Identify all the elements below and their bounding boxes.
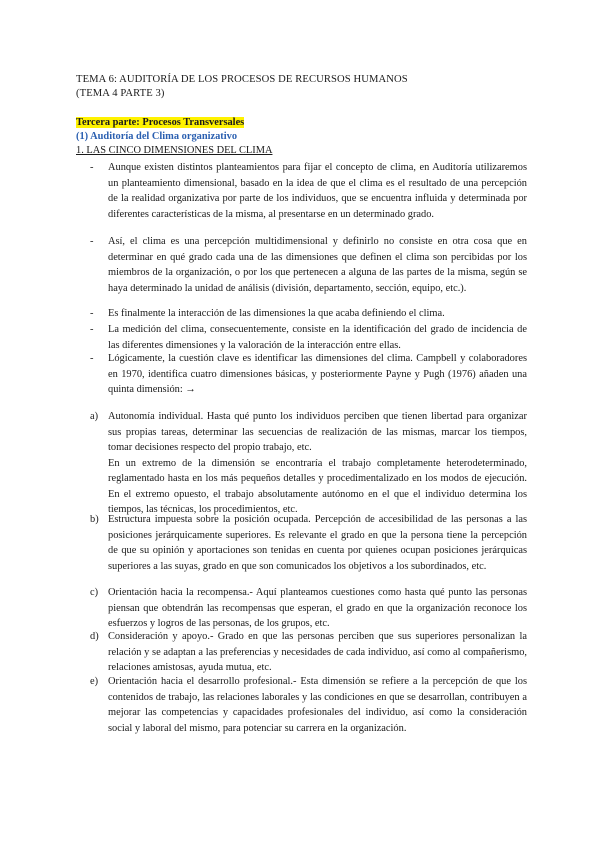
- bullet-marker: -: [90, 236, 94, 247]
- dimension-extra-text: En un extremo de la dimensión se encontraría el trabajo completamente heterodeterminado, reglamentado hasta en los más pequeños detalles y procedimentalizado en los modos de ejecución. En el extremo opuesto, el trabajo absolutamente autónomo en el que el individuo determina los tiempos, las técnicas, los procedimientos, etc.: [108, 457, 527, 515]
- dimension-marker: c): [90, 587, 99, 598]
- bullet-marker: -: [90, 324, 94, 335]
- dimension-item: Orientación hacia el desarrollo profesional.- Esta dimensión se refiere a la percepción de que los contenidos de trabajo, las relaciones laborales y las condiciones en que se desarrollan, contribuyen a mejorar las competencias y capacidades profesionales del individuo, así como la consideración social y laboral del mismo, para potenciar su carrera en la organización.: [108, 676, 527, 734]
- bullet-item: La medición del clima, consecuentemente, consiste en la identificación del grado de incidencia de las diferentes dimensiones y la valoración de la interacción entre ellas.: [108, 324, 527, 351]
- dimension-item: Orientación hacia la recompensa.- Aquí planteamos cuestiones como hasta qué punto las personas piensan que obtendrán las recompensas que esperan, el grado en que la organización reconoce los esfuerzos y logros de las personas, de los grupos, etc.: [108, 587, 527, 629]
- dimension-marker: a): [90, 411, 99, 422]
- part-label-text: Tercera parte: Procesos Transversales: [76, 117, 245, 128]
- dimension-item: [108, 409, 527, 518]
- bullet-item: Es finalmente la interacción de las dimensiones la que acaba definiendo el clima.: [108, 308, 445, 319]
- bullet-item: Aunque existen distintos planteamientos para fijar el concepto de clima, en Auditoría utilizaremos un planteamiento dimensional, basado en la idea de que el clima es el resultado de una percepción de la realidad organizativa por parte de los individuos, que se encuentra influida y determinada por diferentes características de la misma, al presentarse en un determinado grado.: [108, 162, 527, 220]
- bullet-marker: -: [90, 353, 94, 364]
- dimension-marker: e): [90, 676, 99, 687]
- part-label: [76, 116, 244, 130]
- document-subtitle: (TEMA 4 PARTE 3): [76, 88, 165, 99]
- bullet-marker: -: [90, 162, 94, 173]
- dimension-marker: b): [90, 514, 99, 525]
- bullet-item: Lógicamente, la cuestión clave es identificar las dimensiones del clima. Campbell y colaboradores en 1970, identifica cuatro dimensiones básicas, y posteriormente Payne y Pugh (1976) añaden una quinta dimensión: →: [108, 353, 527, 395]
- section-heading: 1. LAS CINCO DIMENSIONES DEL CLIMA: [76, 145, 273, 156]
- dimension-marker: d): [90, 631, 99, 642]
- dimension-text: Autonomía individual. Hasta qué punto los individuos perciben que tienen libertad para organizar sus propias tareas, determinar las secuencias de realización de las mismas, marcar los tiempos, tomar decisiones respecto del propio trabajo, etc.: [108, 411, 527, 453]
- dimension-item: Estructura impuesta sobre la posición ocupada. Percepción de accesibilidad de las personas a las posiciones jerárquicamente superiores. Es relevante el grado en que la persona tiene la percepción de que su opinión y aportaciones son tenidas en cuenta por quienes ocupan posiciones jerárquicas superiores a las suyas, grado en que son comunicados los objetivos a los subordinados, etc.: [108, 514, 527, 572]
- document-title: TEMA 6: AUDITORÍA DE LOS PROCESOS DE RECURSOS HUMANOS: [76, 74, 408, 85]
- bullet-marker: -: [90, 308, 94, 319]
- subsection-label: (1) Auditoría del Clima organizativo: [76, 131, 238, 142]
- bullet-item: Así, el clima es una percepción multidimensional y definirlo no consiste en otra cosa que en determinar en qué grado cada una de las dimensiones que definen el clima son percibidas por los miembros de la organización, o por los que pertenecen a alguna de las partes de la misma, según se haya determinado la unidad de análisis (división, departamento, sección, equipo, etc.).: [108, 236, 527, 294]
- dimension-item: Consideración y apoyo.- Grado en que las personas perciben que sus superiores personalizan la relación y se adaptan a las preferencias y necesidades de cada individuo, así como al compañerismo, relaciones amistosas, ayuda mutua, etc.: [108, 631, 527, 673]
